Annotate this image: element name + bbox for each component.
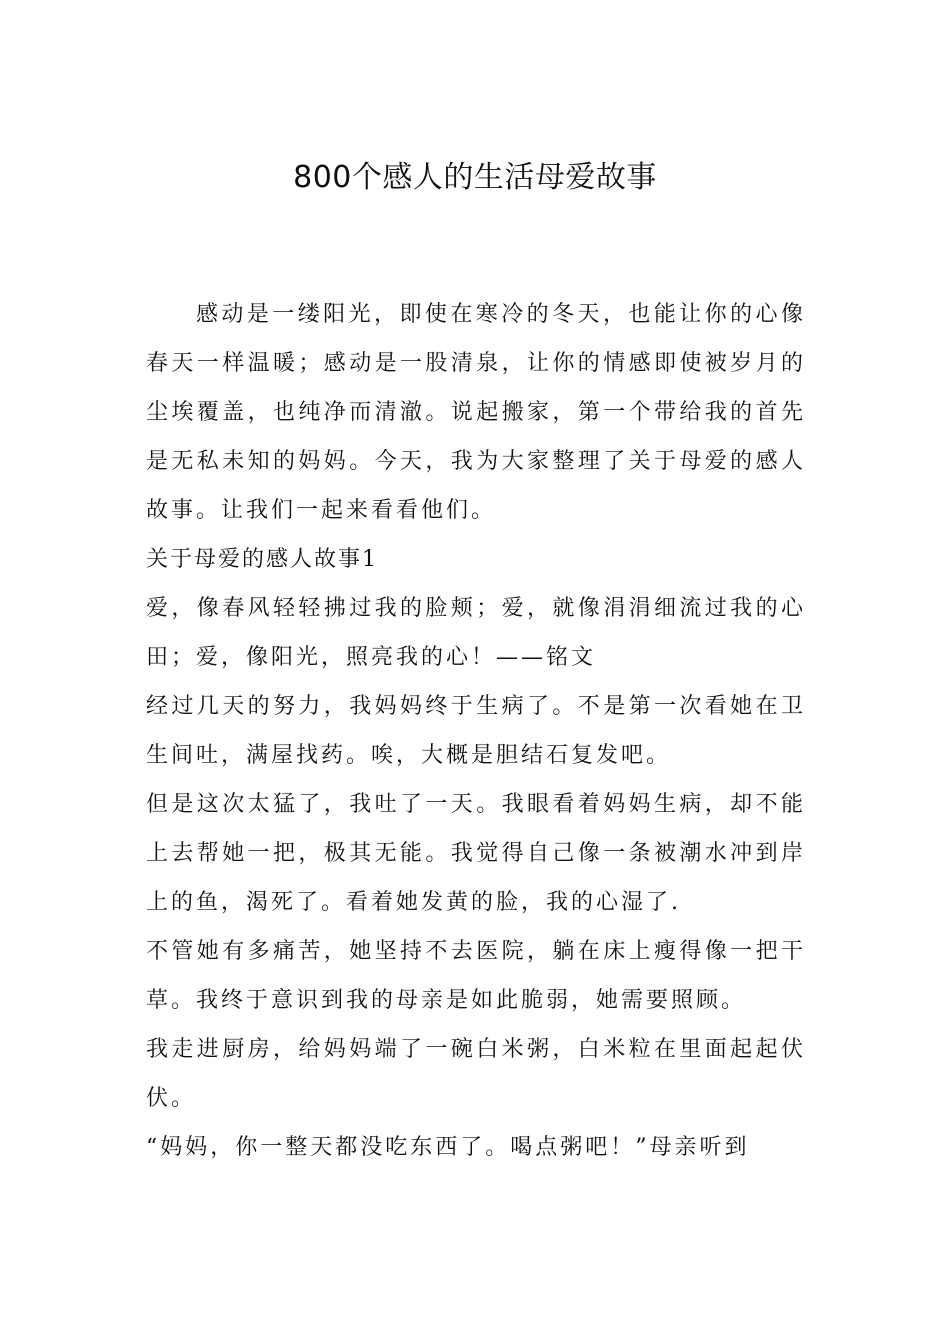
document-title: 800个感人的生活母爱故事 — [293, 160, 657, 195]
story-paragraph: 但是这次太猛了，我吐了一天。我眼看着妈妈生病，却不能上去帮她一把，极其无能。我觉得自己像一条被潮水冲到岸上的鱼，渴死了。看着她发黄的脸，我的心湿了. — [146, 792, 806, 915]
story-paragraph: 不管她有多痛苦，她坚持不去医院，躺在床上瘦得像一把干草。我终于意识到我的母亲是如此脆弱，她需要照顾。 — [146, 939, 806, 1013]
story-paragraph: 经过几天的努力，我妈妈终于生病了。不是第一次看她在卫生间吐，满屋找药。唉，大概是胆结石复发吧。 — [146, 694, 806, 768]
story-paragraph: 爱，像春风轻轻拂过我的脸颊；爱，就像涓涓细流过我的心田；爱，像阳光，照亮我的心！——铭文 — [146, 596, 806, 670]
document-body — [146, 290, 806, 1172]
story-paragraph: “妈妈，你一整天都没吃东西了。喝点粥吧！”母亲听到 — [146, 1135, 750, 1160]
story-paragraph: 我走进厨房，给妈妈端了一碗白米粥，白米粒在里面起起伏伏。 — [146, 1037, 806, 1111]
section-heading: 关于母爱的感人故事1 — [146, 547, 378, 572]
intro-paragraph: 感动是一缕阳光，即使在寒冷的冬天，也能让你的心像春天一样温暖；感动是一股清泉，让你的情感即使被岁月的尘埃覆盖，也纯净而清澈。说起搬家，第一个带给我的首先是无私未知的妈妈。今天，我为大家整理了关于母爱的感人故事。让我们一起来看看他们。 — [146, 302, 806, 523]
